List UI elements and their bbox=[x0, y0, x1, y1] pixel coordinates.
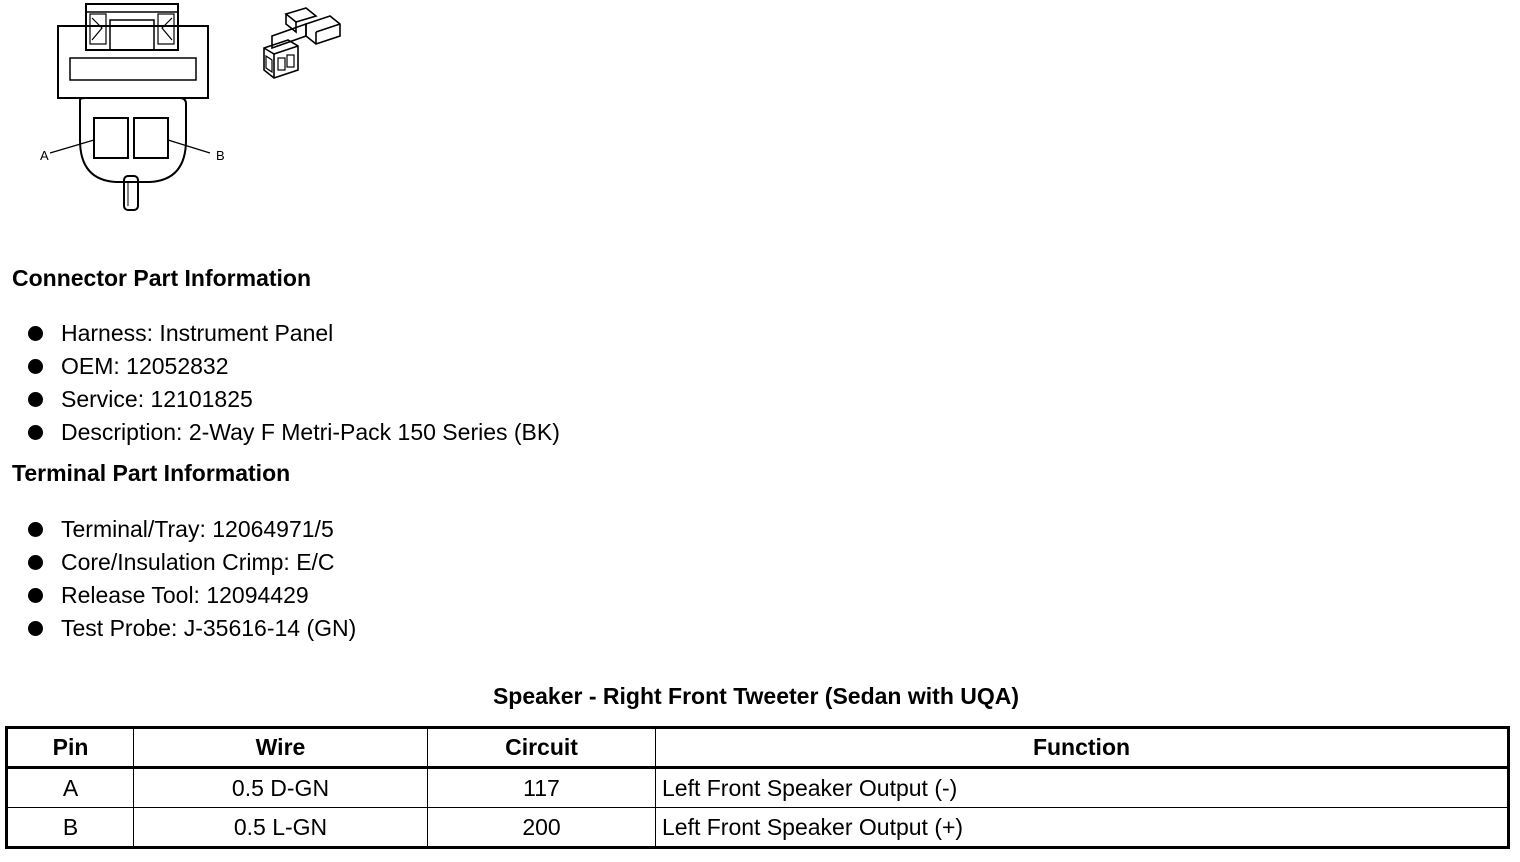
connector-info-list bbox=[28, 317, 560, 449]
list-item bbox=[28, 350, 560, 383]
terminal-item-text: Terminal/Tray: 12064971/5 bbox=[61, 516, 334, 542]
connector-info-heading: Connector Part Information bbox=[12, 265, 312, 291]
cell-pin: B bbox=[7, 808, 134, 848]
bullet-icon bbox=[28, 522, 43, 537]
column-header-wire: Wire bbox=[134, 728, 428, 768]
table-header-row bbox=[7, 728, 1509, 768]
list-item bbox=[28, 317, 560, 350]
list-item bbox=[28, 612, 356, 645]
cell-wire: 0.5 D-GN bbox=[134, 768, 428, 808]
list-item bbox=[28, 579, 356, 612]
bullet-icon bbox=[28, 392, 43, 407]
bullet-icon bbox=[28, 359, 43, 374]
list-item bbox=[28, 546, 356, 579]
table-row bbox=[7, 808, 1509, 848]
connector-face-drawing bbox=[30, 0, 235, 218]
bullet-icon bbox=[28, 588, 43, 603]
bullet-icon bbox=[28, 621, 43, 636]
cell-circuit: 200 bbox=[428, 808, 656, 848]
cell-function: Left Front Speaker Output (+) bbox=[656, 808, 1509, 848]
list-item bbox=[28, 383, 560, 416]
list-item bbox=[28, 416, 560, 449]
connector-item-text: OEM: 12052832 bbox=[61, 353, 229, 379]
cell-pin: A bbox=[7, 768, 134, 808]
cell-wire: 0.5 L-GN bbox=[134, 808, 428, 848]
pin-table bbox=[5, 726, 1510, 849]
bullet-icon bbox=[28, 555, 43, 570]
column-header-circuit: Circuit bbox=[428, 728, 656, 768]
terminal-info-heading: Terminal Part Information bbox=[12, 460, 291, 486]
terminal-item-text: Release Tool: 12094429 bbox=[61, 582, 309, 608]
list-item bbox=[28, 513, 356, 546]
bullet-icon bbox=[28, 326, 43, 341]
connector-isometric-drawing bbox=[258, 6, 344, 88]
table-row bbox=[7, 768, 1509, 808]
connector-item-text: Description: 2-Way F Metri-Pack 150 Series (BK) bbox=[61, 419, 560, 445]
column-header-function: Function bbox=[656, 728, 1509, 768]
cell-function: Left Front Speaker Output (-) bbox=[656, 768, 1509, 808]
table-title: Speaker - Right Front Tweeter (Sedan with UQA) bbox=[492, 683, 1020, 709]
pin-label-a: A bbox=[40, 148, 49, 163]
connector-item-text: Service: 12101825 bbox=[61, 386, 253, 412]
terminal-item-text: Core/Insulation Crimp: E/C bbox=[61, 549, 335, 575]
column-header-pin: Pin bbox=[7, 728, 134, 768]
cell-circuit: 117 bbox=[428, 768, 656, 808]
terminal-info-list bbox=[28, 513, 356, 645]
terminal-item-text: Test Probe: J-35616-14 (GN) bbox=[61, 615, 357, 641]
pin-label-b: B bbox=[216, 148, 225, 163]
connector-item-text: Harness: Instrument Panel bbox=[61, 320, 334, 346]
bullet-icon bbox=[28, 425, 43, 440]
